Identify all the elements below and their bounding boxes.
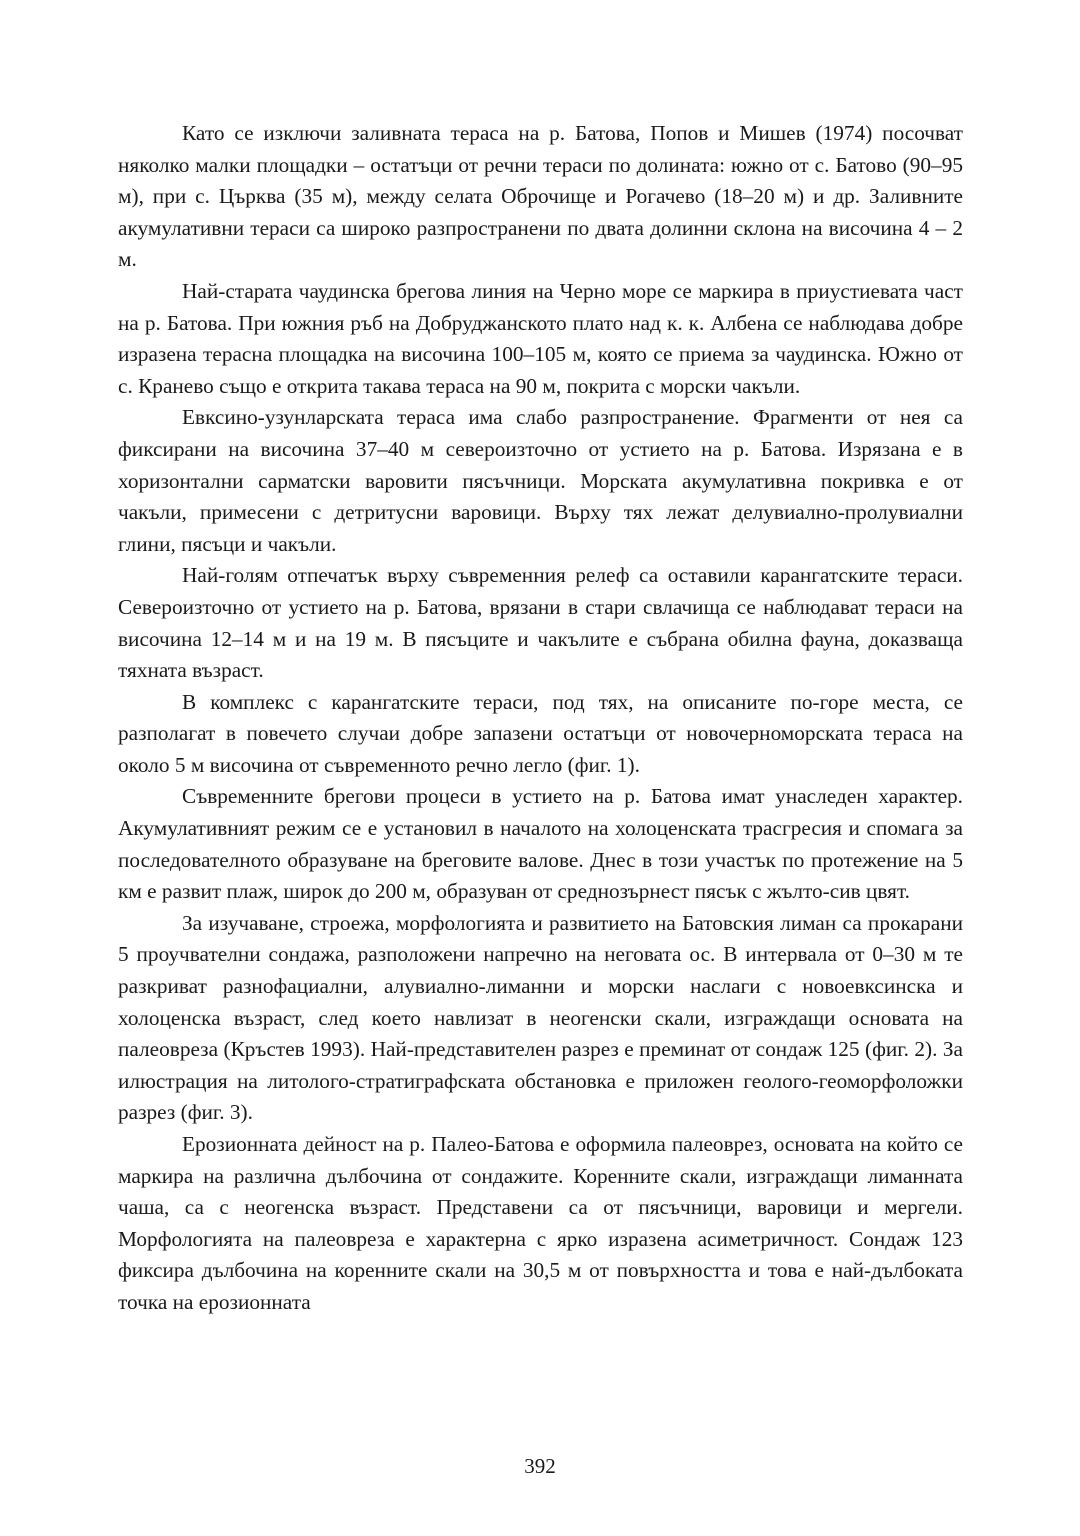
paragraph-4: Най-голям отпечатък върху съвременния релеф са оставили карангатските тераси. Североизточно от устието на р. Батова, врязани в стари свлачища се наблюдават тераси на височина 12–14 м и на 19 м. В пясъците и чакълите е събрана обилна фауна, доказваща тяхната възраст. (118, 563, 963, 683)
paragraph-7: За изучаване, строежа, морфологията и развитието на Батовския лиман са прокарани 5 проучвателни сондажа, разположени напречно на неговата ос. В интервала от 0–30 м те разкриват разнофациални, алувиално-лиманни и морски наслаги с новоевксинска и холоценска възраст, след което навлизат в неогенски скали, изграждащи основата на палеовреза (Кръстев 1993). Най-представителен разрез е преминат от сондаж 125 (фиг. 2). За илюстрация на литолого-стратиграфската обстановка е приложен геолого-геоморфоложки разрез (фиг. 3). (118, 910, 963, 1125)
paragraph-3: Евксино-узунларската тераса има слабо разпространение. Фрагменти от нея са фиксирани на височина 37–40 м североизточно от устието на р. Батова. Изрязана е в хоризонтални сарматски варовити пясъчници. Морската акумулативна покривка е от чакъли, примесени с детритусни варовици. Върху тях лежат делувиално-пролувиални глини, пясъци и чакъли. (118, 405, 963, 556)
paragraph-8: Ерозионната дейност на р. Палео-Батова е оформила палеоврез, основата на който се маркира на различна дълбочина от сондажите. Коренните скали, изграждащи лиманната чаша, са с неогенска възраст. Представени са от пясъчници, варовици и мергели. Морфологията на палеовреза е характерна с ярко изразена асиметричност. Сондаж 123 фиксира дълбочина на коренните скали на 30,5 м от повърхността и това е най-дълбоката точка на ерозионната (118, 1132, 963, 1314)
page-number: 392 (524, 1454, 556, 1478)
paragraph-5: В комплекс с карангатските тераси, под тях, на описаните по-горе места, се разполагат в повечето случаи добре запазени остатъци от новочерноморската тераса на около 5 м височина от съвременното речно легло (фиг. 1). (118, 689, 963, 777)
paragraph-6: Съвременните брегови процеси в устието на р. Батова имат унаследен характер. Акумулативният режим се е установил в началото на холоценската трасгресия и спомага за последователното образуване на бреговите валове. Днес в този участък по протежение на 5 км е развит плаж, широк до 200 м, образуван от среднозърнест пясък с жълто-сив цвят. (118, 784, 963, 904)
paragraph-2: Най-старата чаудинска брегова линия на Черно море се маркира в приустиевата част на р. Батова. При южния ръб на Добруджанското плато над к. к. Албена се наблюдава добре изразена терасна площадка на височина 100–105 м, която се приема за чаудинска. Южно от с. Кранево също е открита такава тераса на 90 м, покрита с морски чакъли. (118, 278, 963, 398)
page-body (118, 118, 963, 1319)
paragraph-1: Като се изключи заливната тераса на р. Батова, Попов и Мишев (1974) посочват няколко малки площадки – остатъци от речни тераси по долината: южно от с. Батово (90–95 м), при с. Църква (35 м), между селата Оброчище и Рогачево (18–20 м) и др. Заливните акумулативни тераси са широко разпространени по двата долинни склона на височина 4 – 2 м. (118, 121, 963, 272)
